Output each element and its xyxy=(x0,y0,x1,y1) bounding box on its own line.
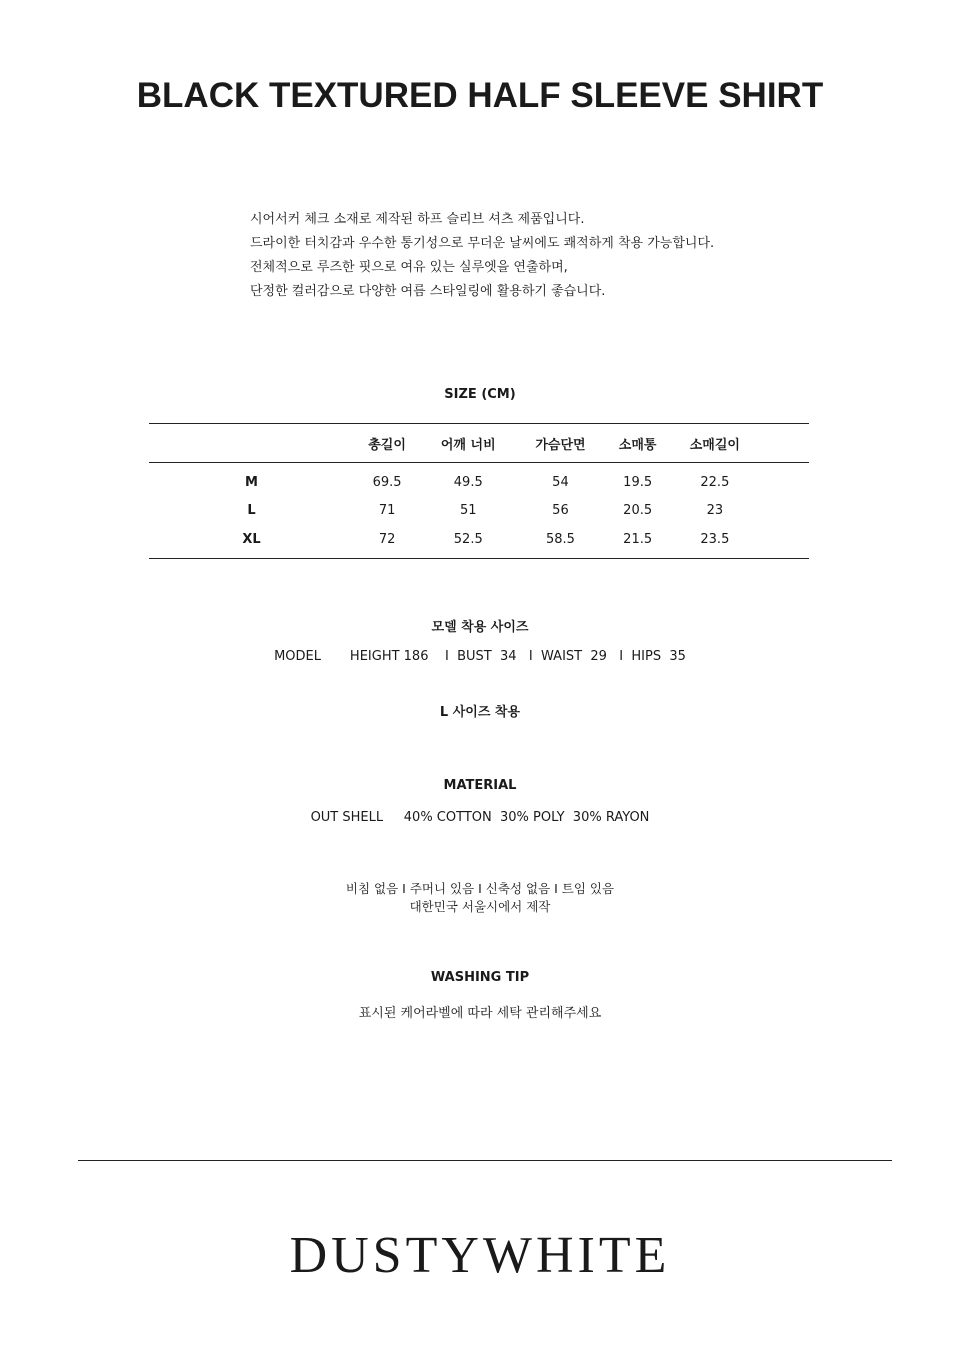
table-cell: 20.5 xyxy=(623,503,653,518)
table-cell: 56 xyxy=(552,503,569,518)
made-in: 대한민국 서울시에서 제작 xyxy=(409,899,551,914)
size-label: M xyxy=(245,474,258,490)
product-title: BLACK TEXTURED HALF SLEEVE SHIRT xyxy=(136,76,824,115)
table-cell: 19.5 xyxy=(623,474,653,490)
description-line: 단정한 컬러감으로 다양한 여름 스타일링에 활용하기 좋습니다. xyxy=(250,284,606,299)
table-row xyxy=(149,463,809,495)
table-spacer xyxy=(759,495,809,527)
table-cell: 23.5 xyxy=(700,531,730,547)
table-cell: 51 xyxy=(459,503,477,518)
table-cell: 72 xyxy=(378,531,396,547)
footer-divider xyxy=(78,1160,892,1161)
model-info: MODEL HEIGHT 186 I BUST 34 I WAIST 29 I HIPS 35 xyxy=(274,649,686,664)
table-cell: 23 xyxy=(706,503,724,518)
size-heading: SIZE (CM) xyxy=(444,387,516,402)
column-header: 어깨 너비 xyxy=(440,437,496,453)
material-info: OUT SHELL 40% COTTON 30% POLY 30% RAYON xyxy=(310,810,650,825)
model-wearing-size: L 사이즈 착용 xyxy=(439,705,521,720)
description-line: 드라이한 터치감과 우수한 통기성으로 무더운 날씨에도 쾌적하게 착용 가능합니다. xyxy=(250,236,715,251)
brand-logo: DUSTYWHITE xyxy=(289,1227,671,1284)
table-row xyxy=(149,495,809,527)
size-label: XL xyxy=(242,531,261,547)
table-cell: 69.5 xyxy=(372,474,402,490)
washing-info: 표시된 케어라벨에 따라 세탁 관리해주세요 xyxy=(358,1006,602,1021)
column-header: 소매통 xyxy=(618,437,657,453)
table-cell: 52.5 xyxy=(453,531,483,547)
table-spacer xyxy=(759,463,809,495)
product-features: 비침 없음 I 주머니 있음 I 신축성 없음 I 트임 있음 xyxy=(345,881,615,896)
table-spacer xyxy=(759,527,809,559)
column-header: 총길이 xyxy=(368,437,406,453)
table-cell: 21.5 xyxy=(623,531,653,547)
size-table xyxy=(149,423,809,559)
product-description xyxy=(250,208,714,304)
column-header: 소매길이 xyxy=(689,437,740,453)
header-spacer xyxy=(759,424,809,463)
description-line: 시어서커 체크 소재로 제작된 하프 슬리브 셔츠 제품입니다. xyxy=(250,212,585,227)
model-heading: 모델 착용 사이즈 xyxy=(431,620,529,635)
table-cell: 54 xyxy=(552,474,569,490)
table-row xyxy=(149,527,809,559)
material-heading: MATERIAL xyxy=(443,778,517,793)
table-cell: 71 xyxy=(378,503,396,518)
size-table-header xyxy=(149,424,809,463)
column-header: 가슴단면 xyxy=(535,437,586,453)
header-blank xyxy=(149,424,354,463)
washing-heading: WASHING TIP xyxy=(430,970,530,985)
table-cell: 22.5 xyxy=(700,474,730,490)
description-line: 전체적으로 루즈한 핏으로 여유 있는 실루엣을 연출하며, xyxy=(250,260,568,275)
size-label: L xyxy=(247,503,256,518)
table-cell: 49.5 xyxy=(453,474,483,490)
table-cell: 58.5 xyxy=(545,531,575,547)
